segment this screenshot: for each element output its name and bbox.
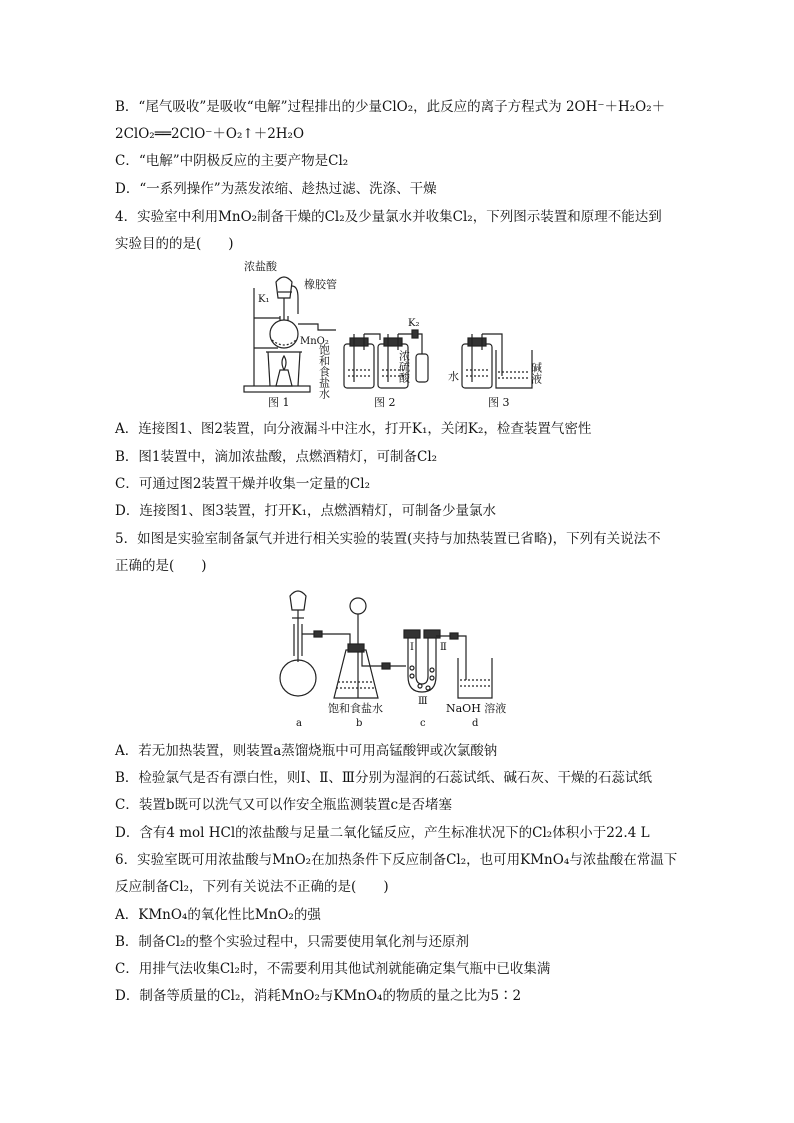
- q5-stem-line1: 5．如图是实验室制备氯气并进行相关实验的装置(夹持与加热装置已省略)，下列有关说法不: [115, 531, 661, 547]
- q6-option-c: C．用排气法收集Cl₂时，不需要利用其他试剂就能确定集气瓶中已收集满: [115, 961, 551, 977]
- label-b: b: [356, 718, 363, 729]
- q5-apparatus-figure: [270, 586, 510, 730]
- label-a: a: [296, 718, 302, 729]
- round-flask: [270, 320, 298, 348]
- label-rubber-tube: 橡胶管: [304, 278, 337, 291]
- brine-bottle: [344, 344, 374, 388]
- label-k1: K₁: [258, 294, 270, 305]
- q6-option-a: A．KMnO₄的氧化性比MnO₂的强: [115, 907, 321, 923]
- label-sat-brine: 饱和食盐水: [317, 344, 331, 399]
- label-naoh: NaOH 溶液: [446, 702, 507, 715]
- caption-fig1: 图 1: [268, 396, 290, 409]
- q4-option-a: A．连接图1、图2装置，向分液漏斗中注水，打开K₁，关闭K₂，检查装置气密性: [115, 421, 592, 437]
- k2-valve: [412, 330, 418, 338]
- q5-apparatus-svg: [270, 586, 510, 730]
- q3-option-c: C．“电解”中阴极反应的主要产物是Cl₂: [115, 153, 349, 169]
- label-r2: Ⅱ: [440, 642, 447, 653]
- label-r3: Ⅲ: [418, 696, 428, 707]
- label-conc-hcl: 浓盐酸: [244, 260, 277, 273]
- q4-option-d: D．连接图1、图3装置，打开K₁，点燃酒精灯，可制备少量氯水: [115, 503, 496, 519]
- delivery-tube-1: [298, 324, 336, 330]
- label-sat-brine-b: 饱和食盐水: [328, 702, 383, 715]
- collection-tube: [416, 354, 428, 382]
- q6-option-d: D．制备等质量的Cl₂，消耗MnO₂与KMnO₄的物质的量之比为5∶2: [115, 988, 522, 1004]
- q5-option-d: D．含有4 mol HCl的浓盐酸与足量二氧化锰反应，产生标准状况下的Cl₂体积小于22.4 L: [115, 825, 650, 841]
- label-k2: K₂: [408, 318, 420, 329]
- stand-base: [244, 386, 310, 392]
- separatory-funnel: [276, 277, 292, 298]
- alcohol-lamp: [276, 370, 292, 386]
- q4-option-c: C．可通过图2装置干燥并收集一定量的Cl₂: [115, 476, 370, 492]
- water-bottle: [462, 344, 492, 388]
- q3-option-b-line2: 2ClO₂══2ClO⁻＋O₂↑＋2H₂O: [115, 126, 305, 142]
- label-conc-h2so4: 浓硫酸: [397, 350, 411, 383]
- q6-stem-line2: 反应制备Cl₂，下列有关说法不正确的是( ): [115, 879, 389, 895]
- q4-option-b: B．图1装置中，滴加浓盐酸，点燃酒精灯，可制备Cl₂: [115, 449, 438, 465]
- label-alkali: 碱液: [529, 362, 543, 384]
- rubber-tube: [292, 286, 298, 314]
- q6-option-b: B．制备Cl₂的整个实验过程中，只需要使用氧化剂与还原剂: [115, 934, 469, 950]
- q6-stem-line1: 6．实验室既可用浓盐酸与MnO₂在加热条件下反应制备Cl₂，也可用KMnO₄与浓盐酸在常温下: [115, 852, 678, 868]
- label-c: c: [420, 718, 426, 729]
- q5-option-c: C．装置b既可以洗气又可以作安全瓶监测装置c是否堵塞: [115, 797, 453, 813]
- q5-option-a: A．若无加热装置，则装置a蒸馏烧瓶中可用高锰酸钾或次氯酸钠: [115, 743, 498, 759]
- q3-option-d: D．“一系列操作”为蒸发浓缩、趁热过滤、洗涤、干燥: [115, 181, 437, 197]
- conical-flask-b: [334, 650, 378, 698]
- q3-option-b-line1: B．“尾气吸收”是吸收“电解”过程排出的少量ClO₂，此反应的离子方程式为 2OH⁻＋H₂O₂＋: [115, 99, 666, 115]
- mno2-solid: [272, 340, 296, 345]
- naoh-beaker-d: [458, 658, 492, 698]
- label-d: d: [472, 718, 479, 729]
- q4-apparatus-svg: [240, 258, 570, 410]
- q4-stem-line2: 实验目的的是( ): [115, 236, 234, 252]
- caption-fig3: 图 3: [488, 396, 510, 409]
- q5-option-b: B．检验氯气是否有漂白性，则Ⅰ、Ⅱ、Ⅲ分别为湿润的石蕊试纸、碱石灰、干燥的石蕊试纸: [115, 770, 652, 786]
- safety-funnel-b: [350, 598, 366, 614]
- caption-fig2: 图 2: [374, 396, 396, 409]
- distilling-flask-a: [280, 660, 316, 696]
- funnel-a: [290, 591, 306, 610]
- flame: [282, 356, 286, 370]
- q4-apparatus-figure: [240, 258, 570, 410]
- q5-stem-line2: 正确的是( ): [115, 558, 207, 574]
- label-r1: Ⅰ: [410, 642, 414, 653]
- label-mno2: MnO₂: [300, 336, 329, 347]
- label-water: 水: [448, 370, 459, 383]
- q4-stem-line1: 4．实验室中利用MnO₂制备干燥的Cl₂及少量氯水并收集Cl₂，下列图示装置和原理不能达到: [115, 209, 662, 225]
